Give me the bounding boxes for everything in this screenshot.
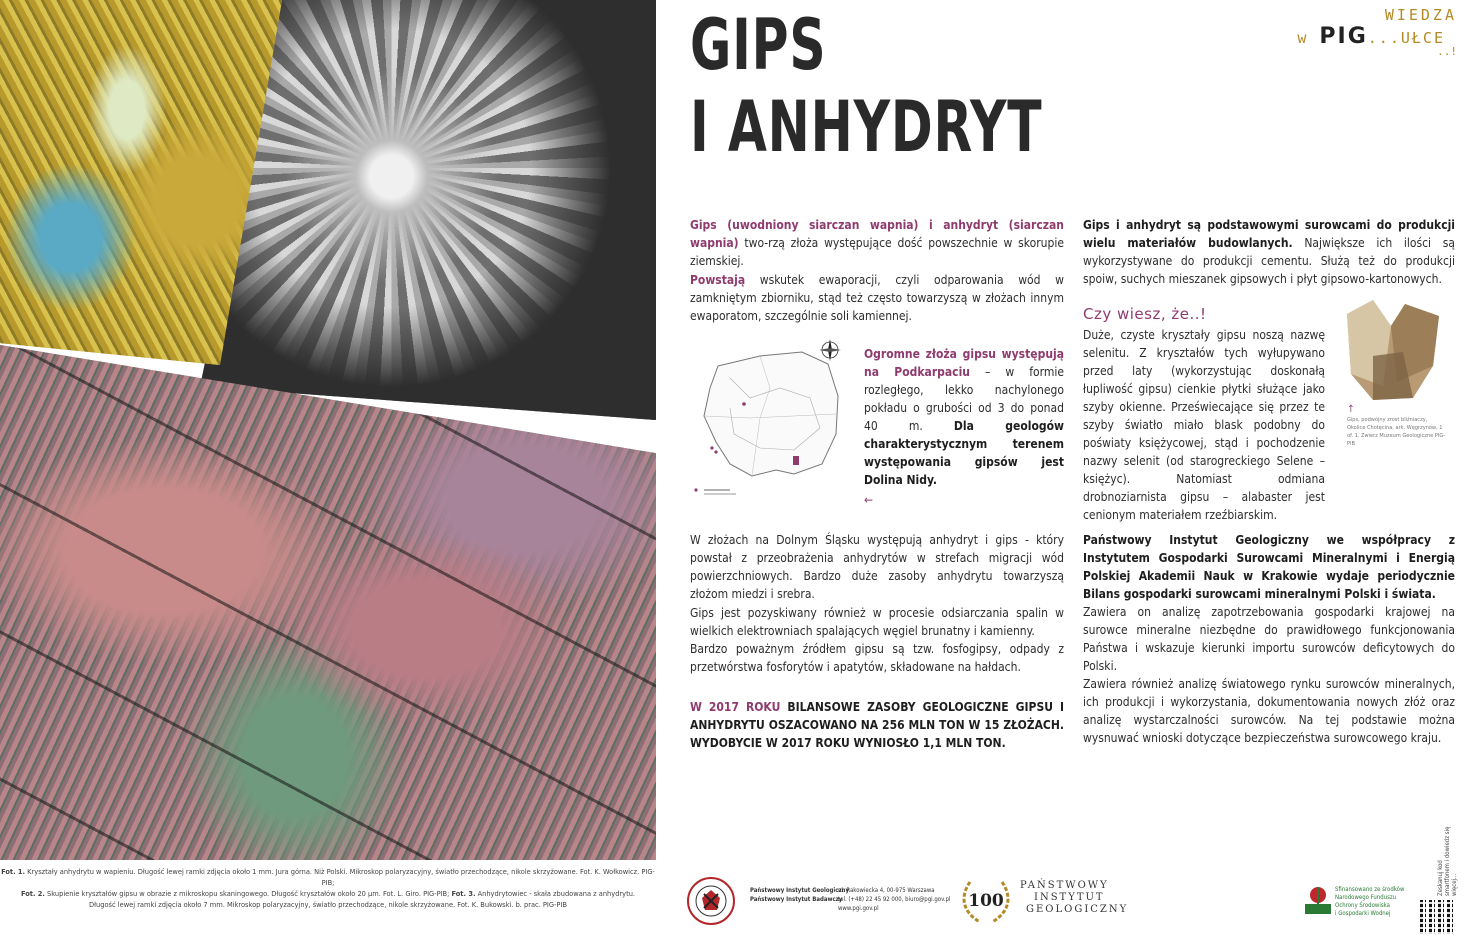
map-description: Ogromne złoża gipsu występują na Podkarpaciu – w formie rozległego, lekko nachylonego pokładu o grubości od 3 do ponad 40 m. Dla geologów charakterystycznym terenem występowania gipsów jest Dolina Nidy. ← — [864, 347, 1064, 507]
stats-paragraph: W 2017 ROKU BILANSOWE ZASOBY GEOLOGICZNE GIPSU I ANHYDRYTU OSZACOWANO NA 256 MLN TON W 15 ZŁOŻACH. WYDOBYCIE W 2017 ROKU WYNIOSŁO 1,1 MLN TON. — [690, 700, 1064, 750]
arrow-left-icon: ← — [864, 493, 874, 507]
page-title — [690, 4, 1042, 168]
uses-paragraph: Gips i anhydryt są podstawowymi surowcami do produkcji wielu materiałów budowlanych. Największe ich ilości są wykorzystywane do produkcji cementu. Służą też do produkcji spoiw, suchych mieszanek gipsowych i płyt gipsowo-kartonowych. — [1083, 218, 1456, 286]
institute-names: Państwowy Instytut Geologiczny Państwowy Instytut Badawczy — [750, 887, 849, 903]
lower-silesia-paragraph: W złożach na Dolnym Śląsku występują anhydryt i gips - który powstał z przeobrażenia anhydrytów w strefach migracji wód powierzchniowych. Bardzo duże zasoby anhydrytu towarzyszą złożom miedzi i srebra. — [690, 533, 1064, 601]
centenary-laurel-logo — [958, 872, 1014, 926]
poland-deposits-map — [690, 338, 850, 498]
funding-note: Sfinansowano ze środków Narodowego Funduszu Ochrony Środowiska i Gospodarki Wodnej — [1335, 886, 1405, 917]
selenite-crystal-image — [1343, 296, 1443, 404]
photo-collage — [0, 0, 656, 860]
did-you-know-text: Duże, czyste kryształy gipsu noszą nazwę selenitu. Z kryształów tych wyłupywano przed laty (wykorzystując doskonałą łupliwość gipsu) cienkie płytki służące jako szyby okienne. Przeświecające się przez te szyby światło miało blask podobny do poświaty księżycowej, stąd i pochodzenie nazwy selenit (od starogreckiego Selene – księżyc). Natomiast odmiana drobnoziarnista gipsu – alabaster jest cenionym materiałem rzeźbiarskim. — [1083, 328, 1325, 522]
bilans-paragraph: Państwowy Instytut Geologiczny we współpracy z Instytutem Gospodarki Surowcami Mineralnymi i Energią Polskiej Akademii Nauk w Krakowie wydaje periodycznie Bilans gospodarki surowcami mineralnymi Polski i świata. Zawiera on analizę zapotrzebowania gospodarki krajowej na surowce mineralne niezbędne do prawidłowego funkcjonowania Państwa i wskazuje kierunki importu surowców deficytowych do Polski. Zawiera również analizę światowego rynku surowców mineralnych, ich produkcji i wykorzystania, dokumentowania nowych złóż oraz analizę wystarczalności surowców. Na tej podstawie można wysnuwać wnioski dotyczące bezpieczeństwa surowcowego kraju. — [1083, 533, 1455, 745]
qr-hint-text: Zeskanuj kod smartfonem i dowiedz się więcej... — [1437, 826, 1458, 896]
nfosigw-logo — [1305, 884, 1331, 914]
title-line-1: GIPS — [690, 4, 827, 86]
nida-deposit-marker — [793, 456, 799, 465]
svg-text:100: 100 — [968, 891, 1004, 911]
arrow-up-icon: ↑ — [1347, 404, 1355, 415]
flue-gas-paragraph: Gips jest pozyskiwany również w procesie odsiarczania spalin w wielkich elektrowniach spalających węgiel brunatny i kamienny. Bardzo poważnym źródłem gipsu są tzw. fosfogipsy, odpady z przetwórstwa fosforytów i apatytów, składowane na hałdach. — [690, 606, 1064, 674]
brand-logo: WIEDZA w PIG...UŁCE ..! — [1297, 6, 1457, 58]
photo-caption: Fot. 1. Kryształy anhydrytu w wapieniu. Długość lewej ramki zdjęcia około 1 mm. Jura górna. Niż Polski. Mikroskop polaryzacyjny, światło przechodzące, nikole skrzyżowane. Fot. K. Wołkowicz. PIG-PIB; Fot. 2. Skupienie kryształów gipsu w obrazie z mikroskopu skaningowego. Długość kryształów około 20 µm. Fot. L. Giro. PIG-PIB; Fot. 3. Anhydrytowiec - skała zbudowana z anhydrytu. Długość lewej ramki zdjęcia około 7 mm. Mikroskop polaryzacyjny, światło przechodzące, nikole skrzyżowane. Fot. K. Bukowski. b. prac. PIG-PIB — [1, 867, 655, 909]
title-line-2: I ANHYDRYT — [690, 86, 1043, 168]
crystal-caption: Gips, podwójny zrost bliźniaczy, Okolice Chotęcina, ark. Węgrzynów, 1 of. 1. Zwierz Muzeum Geologiczne PIG-PIB — [1347, 417, 1446, 447]
photo-anhydrite-rock — [0, 345, 656, 860]
formation-paragraph: Powstają wskutek ewaporacji, czyli odparowania wód w zamkniętym zbiorniku, stąd też często towarzyszą w złożach innym ewaporatom, szczególnie soli kamiennej. — [690, 273, 1064, 323]
institute-address: ul. Rakowiecka 4, 00-975 Warszawa tel. (+48) 22 45 92 000, biuro@pgi.gov.pl www.pgi.gov.pl — [838, 887, 951, 912]
intro-paragraph: Gips (uwodniony siarczan wapnia) i anhydryt (siarczan wapnia) two-rzą złoża występujące dość powszechnie w skorupie ziemskiej. — [690, 218, 1064, 268]
pig-wordmark: PAŃSTWOWY INSTYTUT GEOLOGICZNY — [1020, 880, 1129, 915]
did-you-know-heading: Czy wiesz, że..! — [1083, 305, 1207, 323]
website-link[interactable]: www.pgi.gov.pl — [838, 905, 879, 912]
compass-rose-icon — [819, 339, 841, 361]
qr-code[interactable] — [1420, 900, 1454, 934]
pig-pib-logo — [686, 876, 736, 926]
